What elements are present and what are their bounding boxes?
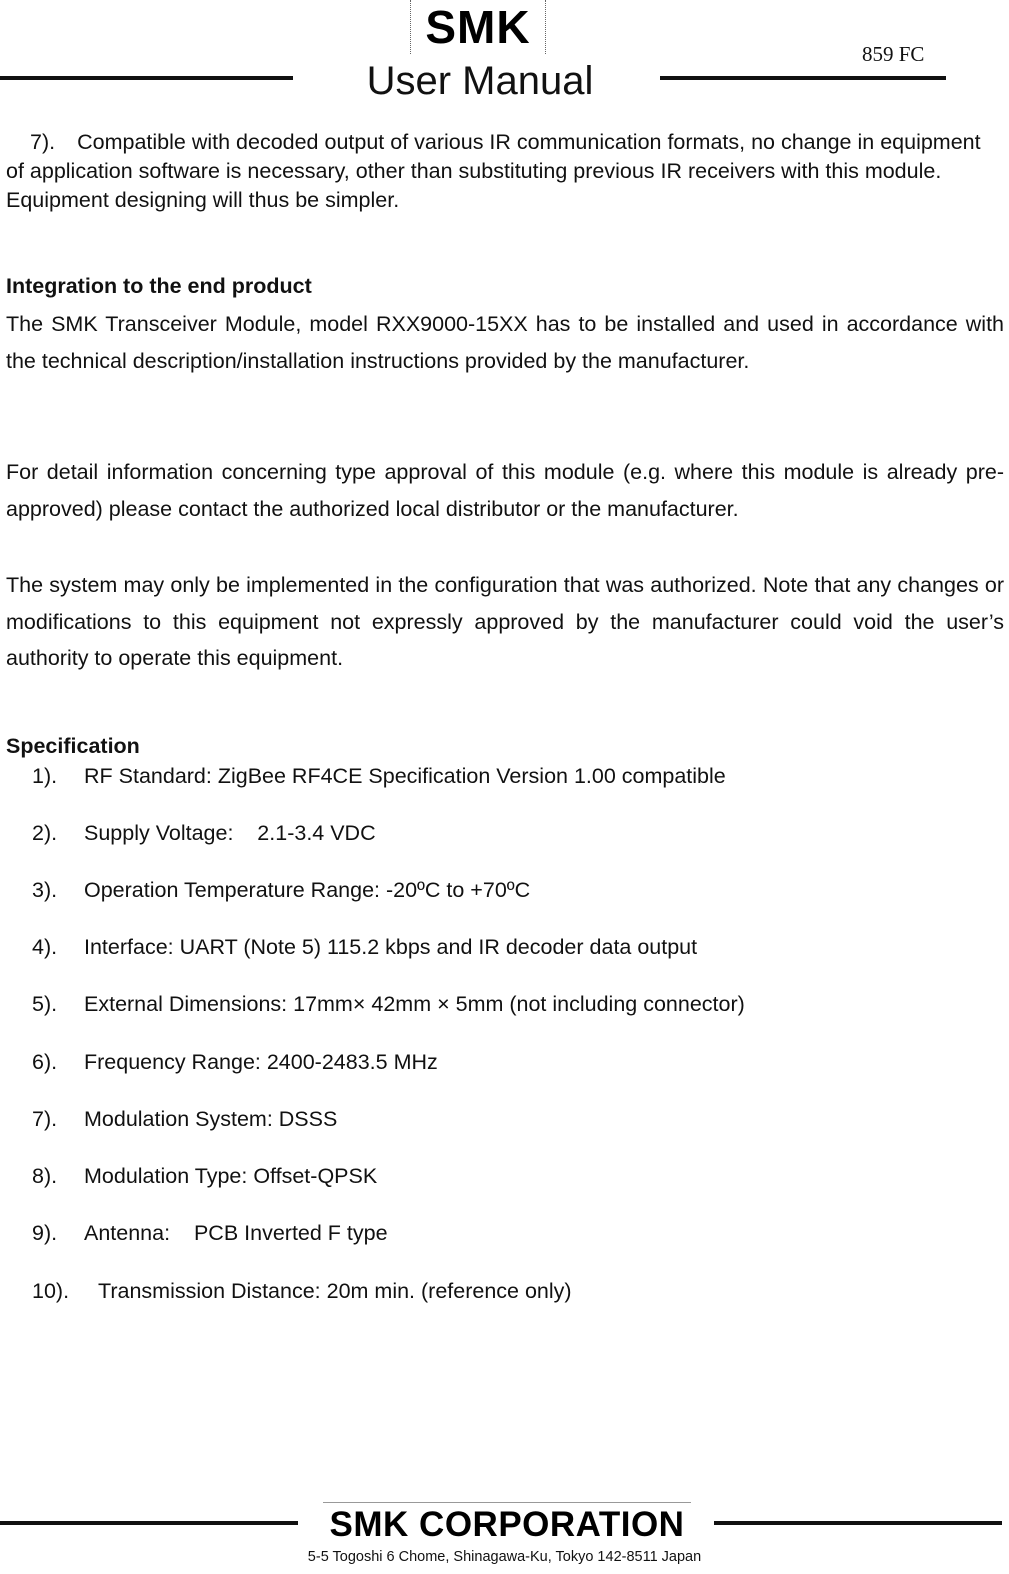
spec-item-text: Frequency Range: 2400-2483.5 MHz	[84, 1050, 438, 1074]
spec-item	[32, 1279, 572, 1304]
header-rule-left	[0, 76, 293, 80]
integration-paragraph-3: The system may only be implemented in the configuration that was authorized. Note that any changes or modifications to this equipment not expressly approved by the manufacturer could void the user’s authority to operate this equipment.	[6, 573, 1004, 670]
integration-paragraph-2: For detail information concerning type approval of this module (e.g. where this module is already pre-approved) please contact the authorized local distributor or the manufacturer.	[6, 460, 1004, 521]
spec-item	[32, 878, 530, 903]
spec-item	[32, 1221, 388, 1246]
spec-item-number: 1).	[32, 764, 58, 788]
spec-item-text: RF Standard: ZigBee RF4CE Specification Version 1.00 compatible	[84, 764, 726, 788]
spec-item-number: 3).	[32, 878, 58, 902]
spec-item-text: Transmission Distance: 20m min. (reference only)	[98, 1279, 572, 1303]
spec-item-number: 2).	[32, 821, 58, 845]
document-id: 859 FC	[862, 42, 925, 66]
document-title: User Manual	[366, 59, 594, 103]
smk-corporation-logo	[323, 1502, 691, 1547]
spec-item-text: External Dimensions: 17mm× 42mm × 5mm (not including connector)	[84, 992, 745, 1016]
spec-item	[32, 1164, 377, 1189]
compatibility-item	[6, 128, 996, 215]
spec-item-number: 6).	[32, 1050, 58, 1074]
header-rule-right	[660, 76, 946, 80]
spec-item-text: Interface: UART (Note 5) 115.2 kbps and IR decoder data output	[84, 935, 698, 959]
spec-item-number: 8).	[32, 1164, 58, 1188]
compatibility-item-text: Compatible with decoded output of various IR communication formats, no change in equipment of application software is necessary, other than substituting previous IR receivers with this module. Equipment designing will thus be simpler.	[6, 130, 981, 212]
integration-heading: Integration to the end product	[6, 274, 312, 298]
spec-item-number: 10).	[32, 1279, 70, 1303]
spec-item	[32, 821, 376, 846]
smk-corporation-logo-text: SMK CORPORATION	[329, 1505, 685, 1544]
integration-paragraph-1: The SMK Transceiver Module, model RXX9000-15XX has to be installed and used in accordance with the technical description/installation instructions provided by the manufacturer.	[6, 312, 1004, 373]
spec-item-number: 4).	[32, 935, 58, 959]
spec-item	[32, 1107, 337, 1132]
smk-logo	[410, 0, 546, 54]
spec-item	[32, 1050, 438, 1075]
spec-item	[32, 764, 726, 789]
spec-item	[32, 935, 697, 960]
compatibility-item-number: 7).	[30, 130, 56, 154]
spec-item-text: Supply Voltage: 2.1-3.4 VDC	[84, 821, 376, 845]
company-address: 5-5 Togoshi 6 Chome, Shinagawa-Ku, Tokyo 142-8511 Japan	[307, 1549, 702, 1565]
spec-item-number: 5).	[32, 992, 58, 1016]
spec-item-text: Modulation System: DSSS	[84, 1107, 338, 1131]
footer-rule-right	[714, 1521, 1002, 1525]
smk-logo-text: SMK	[425, 1, 531, 53]
specification-heading: Specification	[6, 734, 140, 758]
spec-item	[32, 992, 745, 1017]
spec-item-text: Antenna: PCB Inverted F type	[84, 1221, 388, 1245]
spec-item-number: 7).	[32, 1107, 58, 1131]
spec-item-text: Operation Temperature Range: -20ºC to +70ºC	[84, 878, 531, 902]
footer-rule-left	[0, 1521, 298, 1525]
spec-item-number: 9).	[32, 1221, 58, 1245]
spec-item-text: Modulation Type: Offset-QPSK	[84, 1164, 378, 1188]
